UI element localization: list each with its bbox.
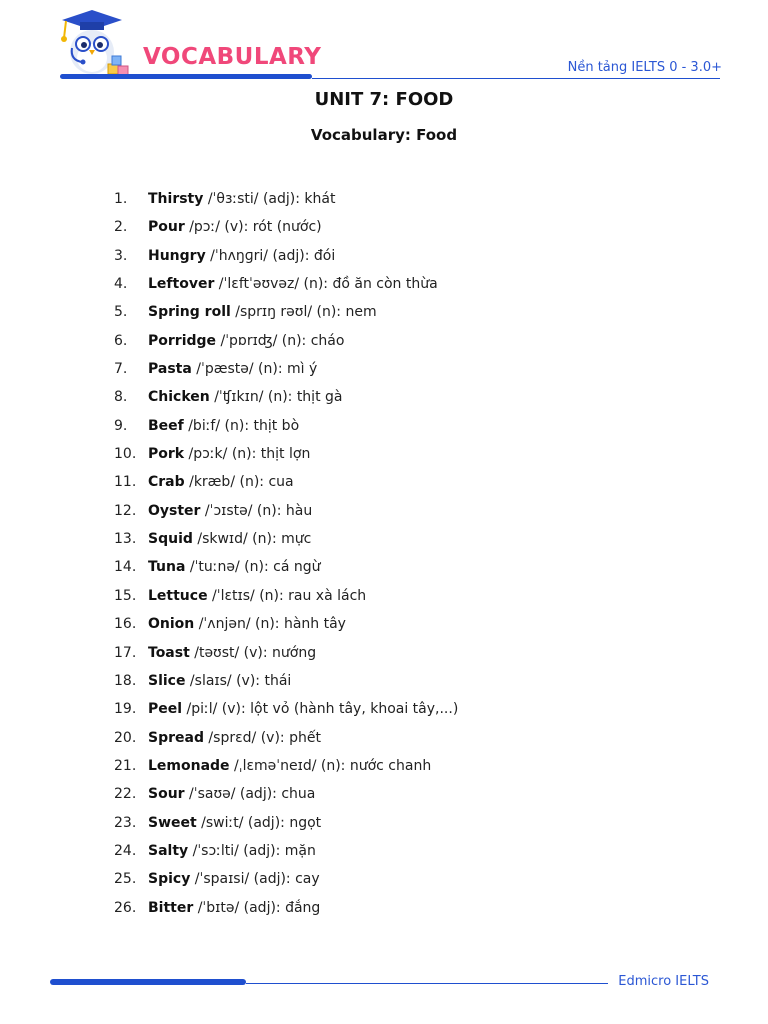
item-entry bbox=[148, 613, 346, 635]
vocab-definition: /ˈsɔːlti/ (adj): mặn bbox=[188, 842, 316, 859]
vocab-word: Crab bbox=[148, 474, 185, 491]
list-item bbox=[0, 613, 768, 641]
vocab-definition: /skwɪd/ (n): mực bbox=[192, 531, 312, 548]
item-number: 15. bbox=[114, 587, 137, 604]
vocab-definition: /ˈɔɪstə/ (n): hàu bbox=[200, 502, 313, 519]
list-item bbox=[0, 585, 768, 613]
item-entry bbox=[148, 386, 342, 408]
item-entry bbox=[148, 727, 321, 749]
header-accent-bar bbox=[60, 74, 312, 79]
list-item bbox=[0, 415, 768, 443]
item-entry bbox=[148, 755, 431, 777]
vocab-definition: /sprɛd/ (v): phết bbox=[203, 729, 321, 746]
vocab-definition: /ˈhʌŋɡri/ (adj): đói bbox=[205, 247, 336, 264]
footer-divider bbox=[246, 983, 608, 984]
list-item bbox=[0, 500, 768, 528]
vocab-definition: /biːf/ (n): thịt bò bbox=[183, 417, 300, 434]
item-entry bbox=[148, 783, 315, 805]
vocab-word: Bitter bbox=[148, 899, 194, 916]
page-title: UNIT 7: FOOD bbox=[314, 89, 454, 110]
item-number: 26. bbox=[114, 899, 137, 916]
item-entry bbox=[148, 868, 320, 890]
item-entry bbox=[148, 216, 322, 238]
vocab-definition: /pɔːk/ (n): thịt lợn bbox=[184, 446, 311, 463]
vocab-definition: /pɔː/ (v): rót (nước) bbox=[184, 219, 322, 236]
list-item bbox=[0, 188, 768, 216]
item-entry bbox=[148, 528, 311, 550]
vocab-definition: /ˈbɪtə/ (adj): đắng bbox=[193, 899, 321, 916]
item-number: 18. bbox=[114, 672, 137, 689]
vocab-definition: /ˈsaʊə/ (adj): chua bbox=[184, 786, 316, 803]
item-entry bbox=[148, 301, 377, 323]
item-entry bbox=[148, 188, 335, 210]
item-number: 3. bbox=[114, 247, 128, 264]
vocab-word: Spicy bbox=[148, 871, 191, 888]
item-entry bbox=[148, 897, 320, 919]
list-item bbox=[0, 642, 768, 670]
brand-title: VOCABULARY bbox=[143, 44, 322, 70]
item-entry bbox=[148, 642, 316, 664]
item-number: 25. bbox=[114, 871, 137, 888]
vocab-word: Salty bbox=[148, 842, 189, 859]
course-label: Nền tảng IELTS 0 - 3.0+ bbox=[567, 60, 722, 75]
list-item bbox=[0, 330, 768, 358]
item-entry bbox=[148, 415, 299, 437]
list-item bbox=[0, 216, 768, 244]
vocab-word: Lettuce bbox=[148, 587, 208, 604]
vocab-definition: /təʊst/ (v): nướng bbox=[189, 644, 317, 661]
item-number: 16. bbox=[114, 616, 137, 633]
list-item bbox=[0, 897, 768, 925]
vocab-word: Beef bbox=[148, 417, 184, 434]
header-divider bbox=[312, 78, 720, 79]
page-subtitle: Vocabulary: Food bbox=[310, 126, 458, 144]
vocab-definition: /ˌlɛməˈneɪd/ (n): nước chanh bbox=[229, 757, 432, 774]
vocab-definition: /ˈθɜːsti/ (adj): khát bbox=[203, 191, 336, 207]
item-number: 22. bbox=[114, 786, 137, 803]
vocab-definition: /ˈlɛftˈəʊvəz/ (n): đồ ăn còn thừa bbox=[214, 276, 438, 293]
item-number: 17. bbox=[114, 644, 137, 661]
list-item bbox=[0, 245, 768, 273]
item-number: 12. bbox=[114, 502, 137, 519]
list-item bbox=[0, 301, 768, 329]
vocab-word: Lemonade bbox=[148, 757, 230, 774]
item-entry bbox=[148, 500, 312, 522]
list-item bbox=[0, 443, 768, 471]
list-item bbox=[0, 358, 768, 386]
list-item bbox=[0, 783, 768, 811]
item-number: 11. bbox=[114, 474, 137, 491]
item-entry bbox=[148, 358, 317, 380]
vocab-word: Peel bbox=[148, 701, 183, 718]
list-item bbox=[0, 471, 768, 499]
vocab-definition: /slaɪs/ (v): thái bbox=[185, 672, 292, 689]
item-entry bbox=[148, 443, 310, 465]
vocab-word: Pasta bbox=[148, 361, 192, 378]
vocab-definition: /kræb/ (n): cua bbox=[184, 474, 294, 491]
vocab-word: Oyster bbox=[148, 502, 201, 519]
item-number: 5. bbox=[114, 304, 128, 321]
vocab-word: Squid bbox=[148, 531, 193, 548]
vocab-definition: /piːl/ (v): lột vỏ (hành tây, khoai tây,...) bbox=[182, 701, 459, 718]
vocab-word: Porridge bbox=[148, 332, 217, 349]
list-item bbox=[0, 812, 768, 840]
list-item bbox=[0, 840, 768, 868]
item-number: 6. bbox=[114, 332, 128, 349]
vocab-word: Chicken bbox=[148, 389, 210, 406]
list-item bbox=[0, 386, 768, 414]
item-number: 8. bbox=[114, 389, 128, 406]
vocab-word: Hungry bbox=[148, 247, 206, 264]
list-item bbox=[0, 698, 768, 726]
item-number: 2. bbox=[114, 219, 128, 236]
vocab-word: Tuna bbox=[148, 559, 186, 576]
item-number: 13. bbox=[114, 531, 137, 548]
item-entry bbox=[148, 585, 366, 607]
vocab-word: Thirsty bbox=[148, 191, 204, 207]
item-number: 7. bbox=[114, 361, 128, 378]
list-item bbox=[0, 868, 768, 896]
vocab-definition: /ˈlɛtɪs/ (n): rau xà lách bbox=[207, 587, 367, 604]
vocab-definition: /ˈʌnjən/ (n): hành tây bbox=[194, 616, 346, 633]
list-item bbox=[0, 528, 768, 556]
vocab-definition: /sprɪŋ rəʊl/ (n): nem bbox=[230, 304, 377, 321]
item-entry bbox=[148, 840, 316, 862]
vocabulary-list bbox=[0, 188, 768, 925]
vocab-definition: /ˈtuːnə/ (n): cá ngừ bbox=[185, 559, 321, 576]
list-item bbox=[0, 727, 768, 755]
footer-accent-bar bbox=[50, 979, 246, 985]
item-number: 14. bbox=[114, 559, 137, 576]
vocab-word: Leftover bbox=[148, 276, 215, 293]
vocab-word: Pork bbox=[148, 446, 185, 463]
vocab-definition: /swiːt/ (adj): ngọt bbox=[196, 814, 322, 831]
vocab-definition: /ˈpɒrɪʤ/ (n): cháo bbox=[216, 332, 345, 349]
vocab-definition: /ˈspaɪsi/ (adj): cay bbox=[190, 871, 320, 888]
owl-graduate-mascot-icon bbox=[52, 8, 132, 80]
item-number: 23. bbox=[114, 814, 137, 831]
vocab-word: Spread bbox=[148, 729, 204, 746]
list-item bbox=[0, 670, 768, 698]
item-number: 10. bbox=[114, 446, 137, 463]
list-item bbox=[0, 273, 768, 301]
page-header bbox=[0, 0, 768, 90]
item-number: 1. bbox=[114, 191, 128, 207]
vocab-word: Pour bbox=[148, 219, 185, 236]
list-item bbox=[0, 556, 768, 584]
item-entry bbox=[148, 812, 321, 834]
item-number: 21. bbox=[114, 757, 137, 774]
list-item bbox=[0, 755, 768, 783]
vocab-word: Onion bbox=[148, 616, 195, 633]
item-number: 24. bbox=[114, 842, 137, 859]
item-number: 4. bbox=[114, 276, 128, 293]
vocab-word: Sour bbox=[148, 786, 185, 803]
item-entry bbox=[148, 556, 320, 578]
vocab-word: Toast bbox=[148, 644, 190, 661]
vocab-definition: /ˈʧɪkɪn/ (n): thịt gà bbox=[209, 389, 343, 406]
item-number: 9. bbox=[114, 417, 128, 434]
vocab-definition: /ˈpæstə/ (n): mì ý bbox=[191, 361, 318, 378]
item-number: 19. bbox=[114, 701, 137, 718]
vocab-word: Sweet bbox=[148, 814, 197, 831]
item-entry bbox=[148, 245, 335, 267]
item-entry bbox=[148, 273, 438, 295]
item-entry bbox=[148, 471, 294, 493]
item-entry bbox=[148, 330, 344, 352]
item-entry bbox=[148, 670, 291, 692]
footer-brand: Edmicro IELTS bbox=[618, 974, 709, 989]
vocab-word: Spring roll bbox=[148, 304, 231, 321]
item-number: 20. bbox=[114, 729, 137, 746]
item-entry bbox=[148, 698, 458, 720]
vocab-word: Slice bbox=[148, 672, 186, 689]
